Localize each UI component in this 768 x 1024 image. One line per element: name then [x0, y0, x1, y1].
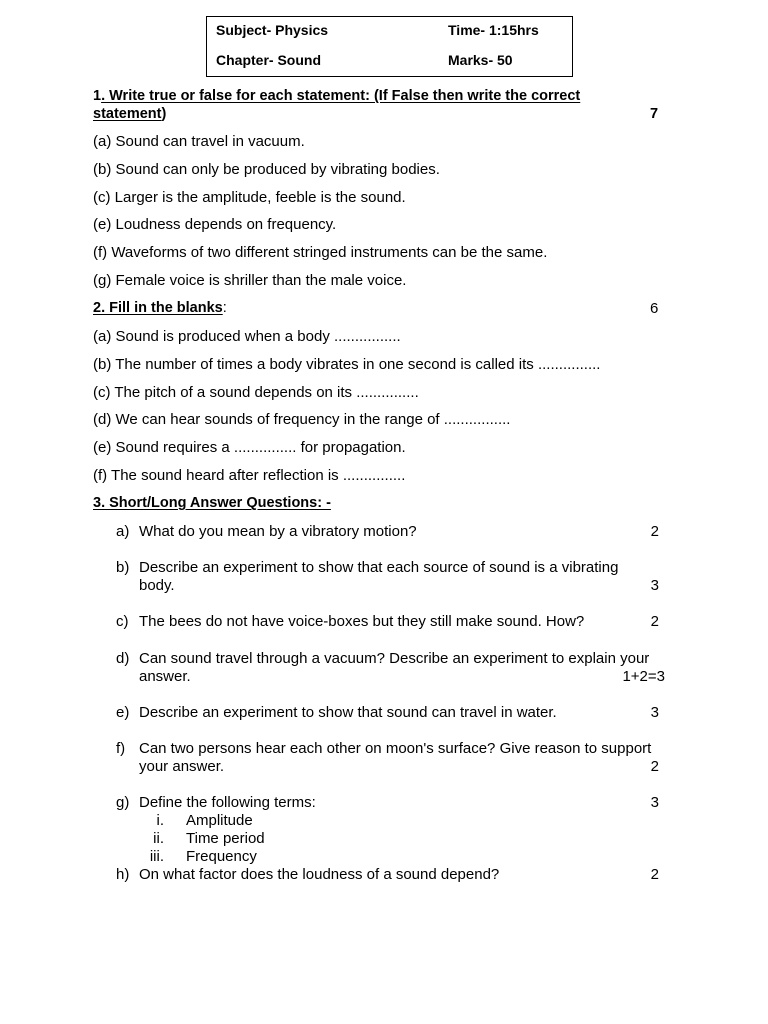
section2-item: (e) Sound requires a ............... for propagation. — [93, 439, 406, 456]
section2-item: (c) The pitch of a sound depends on its ............... — [93, 384, 419, 401]
chapter-label: Chapter- Sound — [216, 52, 321, 68]
section1-item: (a) Sound can travel in vacuum. — [93, 133, 305, 150]
term-number: i. — [156, 812, 164, 829]
question-label: g) — [116, 794, 130, 811]
question-text-cont: your answer. — [139, 758, 225, 775]
section1-item: (e) Loudness depends on frequency. — [93, 216, 337, 233]
section1-title-text2: statement — [93, 106, 162, 122]
section1-title-text: . Write true or false for each statement: (If False then write the correct — [101, 88, 581, 104]
term-number: ii. — [153, 830, 164, 847]
section1-item: (g) Female voice is shriller than the male voice. — [93, 272, 407, 289]
section1-item: (f) Waveforms of two different stringed instruments can be the same. — [93, 244, 548, 261]
term-number: iii. — [149, 848, 164, 865]
question-label: h) — [116, 866, 130, 883]
section1-marks: 7 — [650, 106, 659, 122]
section1-item: (b) Sound can only be produced by vibrating bodies. — [93, 161, 440, 178]
question-marks: 3 — [650, 794, 659, 811]
question-marks: 2 — [650, 613, 659, 630]
question-label: e) — [116, 704, 130, 721]
question-text: Describe an experiment to show that each source of sound is a vibrating — [139, 559, 619, 576]
question-marks: 2 — [650, 866, 659, 883]
question-text: The bees do not have voice-boxes but they still make sound. How? — [139, 613, 585, 630]
question-marks: 3 — [650, 577, 659, 594]
section2-item: (d) We can hear sounds of frequency in the range of ................ — [93, 411, 511, 428]
section1-item: (c) Larger is the amplitude, feeble is the sound. — [93, 189, 406, 206]
question-label: a) — [116, 523, 130, 540]
section2-item: (a) Sound is produced when a body ................ — [93, 328, 401, 345]
question-marks: 2 — [650, 758, 659, 775]
question-label: c) — [116, 613, 129, 630]
question-text: On what factor does the loudness of a sound depend? — [139, 866, 500, 883]
question-text: Describe an experiment to show that sound can travel in water. — [139, 704, 557, 721]
question-text: Define the following terms: — [139, 794, 316, 811]
section2-marks: 6 — [650, 300, 659, 317]
term-text: Frequency — [186, 848, 257, 865]
section2-colon: : — [222, 300, 227, 316]
subject-label: Subject- Physics — [216, 22, 329, 38]
question-label: d) — [116, 650, 130, 667]
section2-title-line — [93, 300, 227, 316]
marks-label: Marks- 50 — [448, 52, 513, 68]
question-text-cont: answer. — [139, 668, 191, 685]
question-text: Can sound travel through a vacuum? Describe an experiment to explain your — [139, 650, 650, 667]
question-marks: 3 — [650, 704, 659, 721]
term-text: Time period — [186, 830, 265, 847]
section1-title-line2 — [93, 106, 166, 122]
question-text-cont: body. — [139, 577, 175, 594]
section2-item: (f) The sound heard after reflection is ............... — [93, 467, 406, 484]
section1-number: 1 — [93, 88, 102, 104]
question-text: Can two persons hear each other on moon's surface? Give reason to support — [139, 740, 652, 757]
section1-title-end: ) — [161, 106, 167, 122]
question-marks: 1+2=3 — [622, 668, 665, 685]
question-text: What do you mean by a vibratory motion? — [139, 523, 417, 540]
section2-item: (b) The number of times a body vibrates in one second is called its ............... — [93, 356, 601, 373]
time-label: Time- 1:15hrs — [448, 22, 539, 38]
question-label: b) — [116, 559, 130, 576]
term-text: Amplitude — [186, 812, 253, 829]
section2-title: 2. Fill in the blanks — [93, 300, 223, 316]
question-label: f) — [116, 740, 126, 757]
question-marks: 2 — [650, 523, 659, 540]
section3-title: 3. Short/Long Answer Questions: - — [93, 495, 331, 511]
section1-title-line1 — [93, 88, 580, 104]
